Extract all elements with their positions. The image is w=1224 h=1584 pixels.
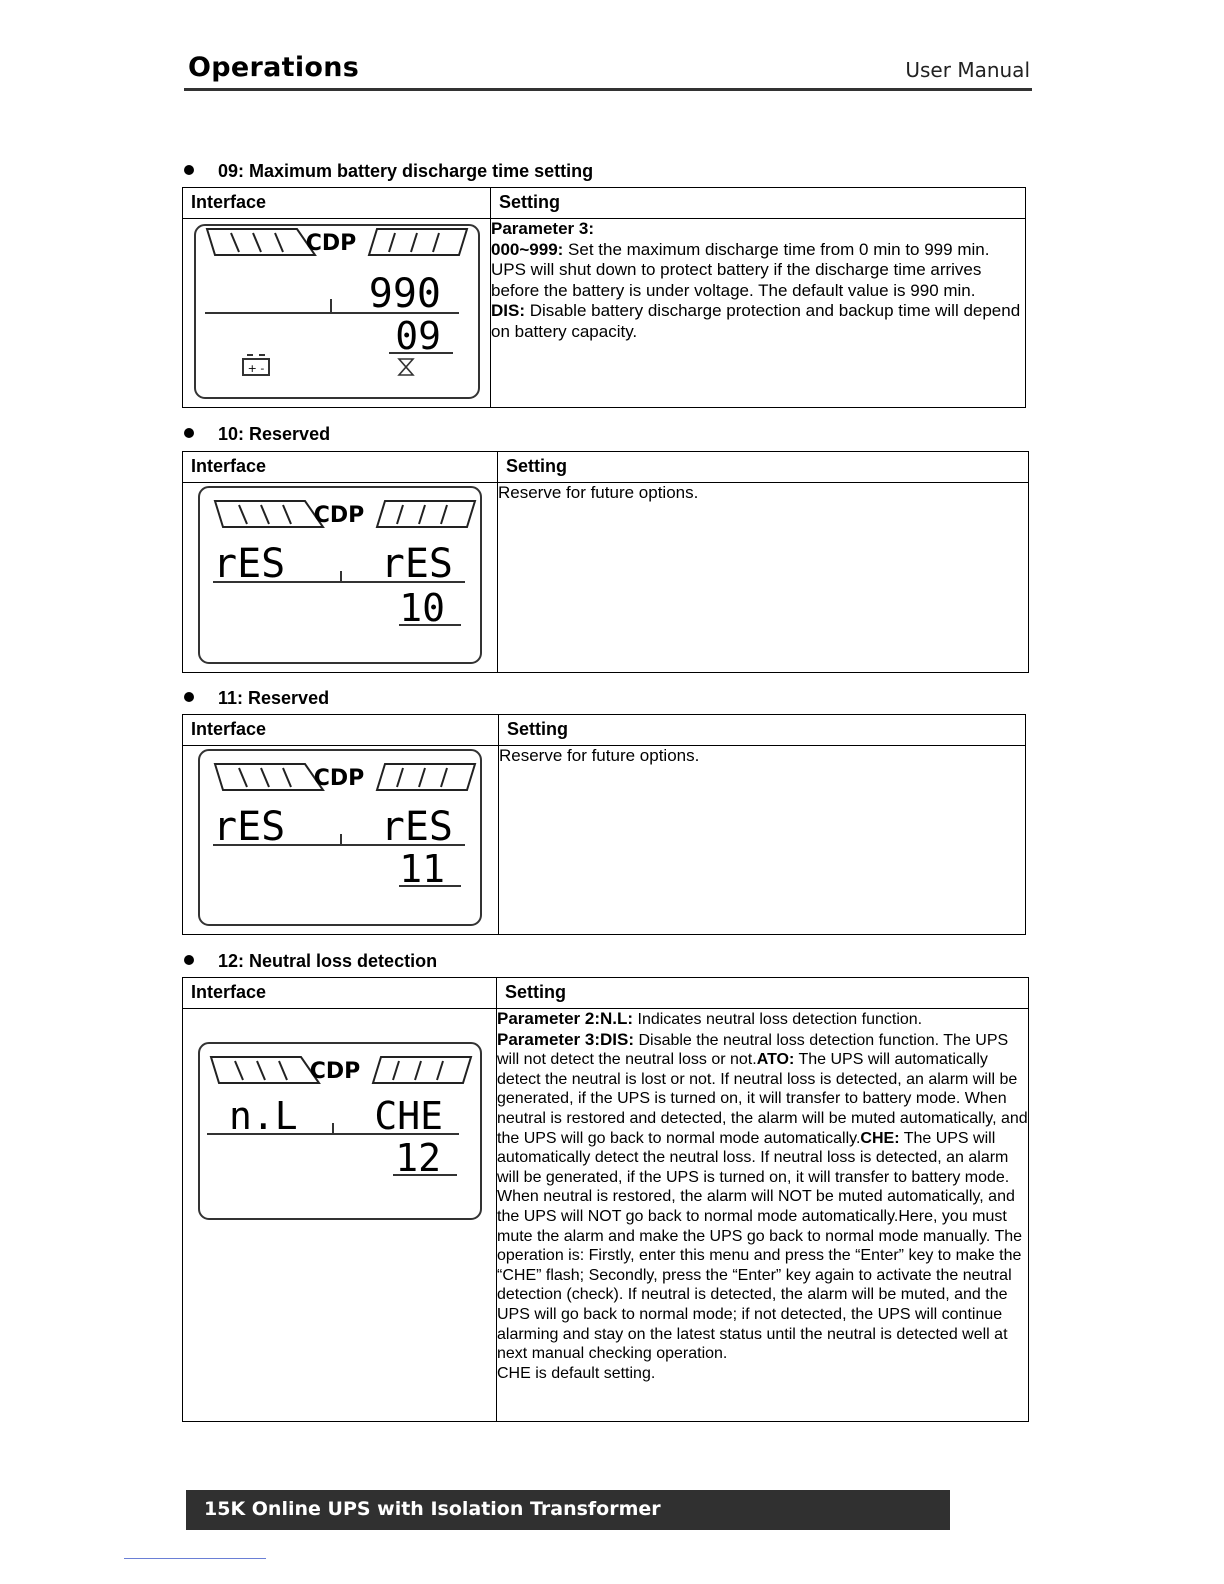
section-heading-12 [184,951,437,972]
page-title: Operations [188,52,360,83]
param-label: Parameter 3:DIS: [497,1029,635,1049]
setting-cell [497,1009,1029,1422]
section-heading-09 [184,161,593,182]
col-interface-header: Interface [183,715,499,746]
section-title: 09: Maximum battery discharge time setting [218,161,594,181]
footer-underline [124,1558,266,1559]
param-label: CHE: [860,1129,900,1147]
col-setting-header: Setting [497,978,1029,1009]
setting-text: Reserve for future options. [499,746,700,765]
table-10 [182,451,1029,673]
setting-text: Reserve for future options. [498,483,699,502]
param-text: Indicates neutral loss detection function. [633,1011,923,1028]
param-text: The UPS will automatically detect the neutral loss. If neutral loss is detected, an alarm will be generated, if the UPS is turned on, it will transfer to battery mode. When neutral is restored, the alarm will NOT be muted automatically, and the UPS will NOT go back to normal mode automatically.Here, you must mute the alarm and make the UPS go back to normal mode manually. The operation is: Firstly, enter this menu and press the “Enter” key to make the “CHE” flash; Secondly, press the “Enter” key again to activate the neutral detection (check). If neutral is detected, the alarm will be muted, and the UPS will go back to normal mode; if not detected, the UPS will continue alarming and stay on the latest status until the neutral is detected well at next manual checking operation. [497,1129,1023,1363]
svg-text:+ -: + - [247,362,265,375]
header-rule [184,88,1032,91]
battery-icon [243,355,269,375]
section-title: 11: Reserved [218,688,330,708]
param-text: The UPS will automatically detect the neutral is lost or not. If neutral loss is detected, an alarm will be generated, if the UPS is turned on, it will transfer to battery mode. When neutral is restored and detected, the alarm will be muted automatically, and the UPS will go back to normal mode automatically. [497,1051,1028,1147]
footer-title: 15K Online UPS with Isolation Transformer [204,1498,661,1520]
param-text: Disable the neutral loss detection function. The UPS will not detect the neutral loss or not. [497,1031,1009,1069]
interface-cell [183,1009,497,1422]
param-text: CHE is default setting. [497,1364,656,1382]
col-setting-header: Setting [498,452,1029,483]
col-interface-header: Interface [183,978,497,1009]
lcd-right-value: rES [380,804,453,850]
param-label: Parameter 3: [491,219,595,238]
lcd-display [183,219,489,402]
setting-cell [499,746,1026,935]
setting-cell [498,483,1029,673]
lcd-code: 09 [395,314,441,358]
lcd-display [183,746,497,929]
param-label: ATO: [756,1051,795,1069]
col-setting-header: Setting [491,188,1026,219]
bullet-icon [184,692,194,702]
lcd-right-value: CHE [374,1094,443,1138]
hourglass-icon [399,359,413,375]
param-text: Disable battery discharge protection and backup time will depend on battery capacity. [491,301,1021,341]
table-12 [182,977,1029,1422]
manual-label: User Manual [905,58,1030,82]
lcd-code: 11 [399,847,445,891]
interface-cell [183,219,491,408]
section-title: 12: Neutral loss detection [218,951,438,971]
lcd-display [183,483,496,667]
lcd-logo: CDP [305,231,357,256]
col-interface-header: Interface [183,188,491,219]
footer-bar [186,1490,950,1530]
lcd-logo: CDP [313,503,365,528]
param-label: Parameter 2:N.L: [497,1009,634,1028]
section-title: 10: Reserved [218,424,331,444]
lcd-left-value: rES [213,541,286,587]
table-11 [182,714,1026,935]
bullet-icon [184,955,194,965]
col-setting-header: Setting [499,715,1026,746]
interface-cell [183,746,499,935]
setting-cell [491,219,1026,408]
param-text: Set the maximum discharge time from 0 min to 999 min. UPS will shut down to protect battery if the discharge time arrives before the battery is under voltage. The default value is 990 min. [491,239,990,300]
lcd-logo: CDP [313,766,365,791]
lcd-code: 12 [395,1136,441,1180]
lcd-display [183,1039,495,1269]
bullet-icon [184,165,194,175]
lcd-left-value: n.L [229,1094,298,1138]
section-heading-10 [184,424,330,445]
table-09 [182,187,1026,408]
bullet-icon [184,428,194,438]
col-interface-header: Interface [183,452,498,483]
lcd-left-value: rES [213,804,286,850]
param-label: 000~999: [491,239,564,259]
interface-cell [183,483,498,673]
param-label: DIS: [491,301,525,320]
section-heading-11 [184,688,329,709]
lcd-code: 10 [399,586,445,630]
lcd-main-value: 990 [368,271,441,317]
lcd-right-value: rES [380,541,453,587]
lcd-logo: CDP [309,1059,361,1084]
